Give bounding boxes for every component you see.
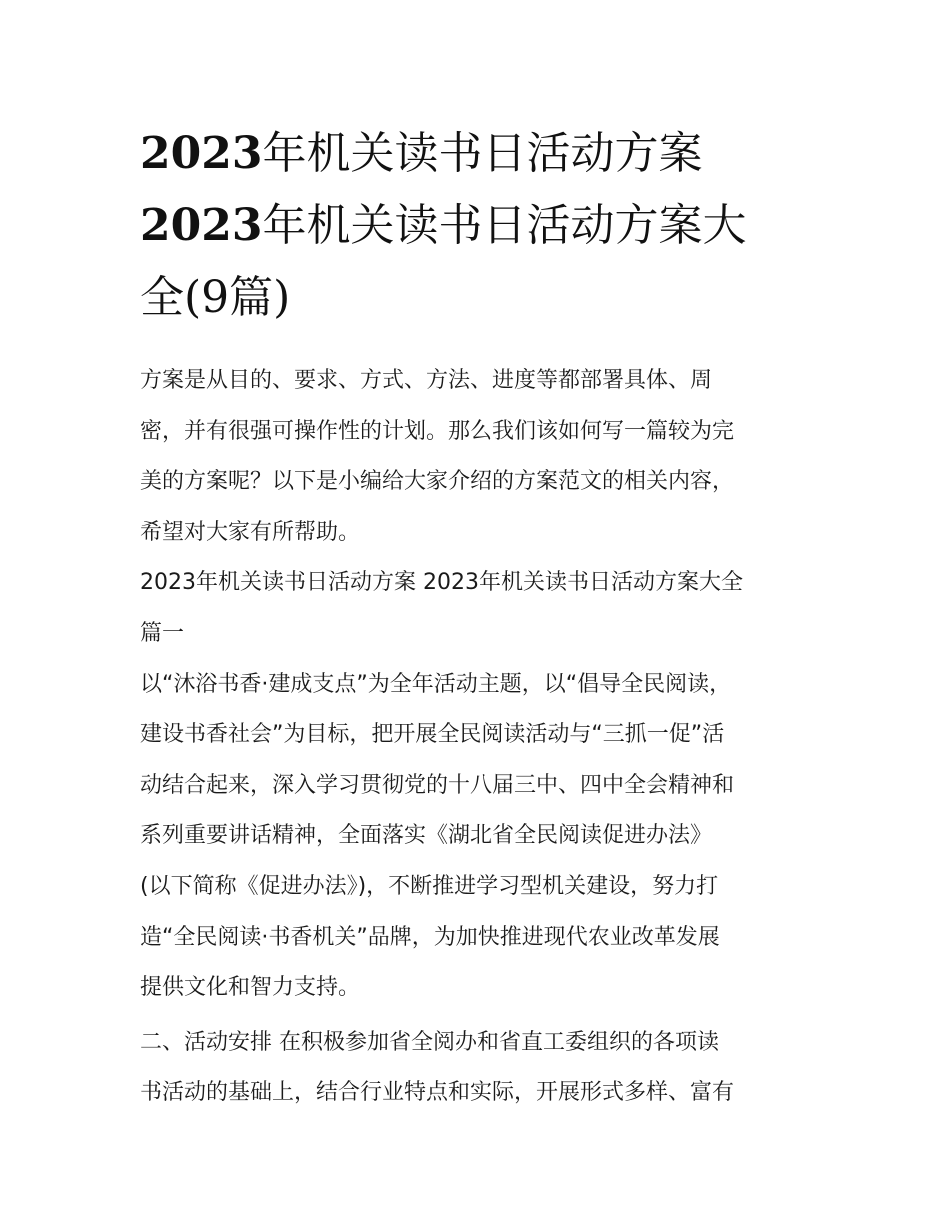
text-line: 提供文化和智力支持。	[140, 975, 361, 1001]
document-title	[140, 118, 830, 334]
text-line: 书活动的基础上，结合行业特点和实际，开展形式多样、富有	[140, 1080, 735, 1106]
activity-paragraph	[140, 1018, 840, 1119]
intro-paragraph	[140, 356, 840, 558]
title-line	[140, 190, 830, 262]
text-line: 美的方案呢？以下是小编给大家介绍的方案范文的相关内容，	[140, 469, 735, 495]
title-year: 2023	[140, 128, 263, 179]
title-text: 年机关读书日活动方案大	[262, 200, 747, 251]
title-line	[140, 262, 830, 334]
text-line: 篇一	[140, 620, 185, 646]
text-line: 密，并有很强可操作性的计划。那么我们该如何写一篇较为完	[140, 418, 735, 444]
text-line: 建设书香社会”为目标，把开展全民阅读活动与“三抓一促”活	[140, 722, 725, 748]
text-line: 方案是从目的、要求、方式、方法、进度等都部署具体、周	[140, 368, 713, 393]
title-year: 2023	[140, 200, 263, 251]
text-line: (以下简称《促进办法》)，不断推进学习型机关建设，努力打	[140, 873, 719, 899]
text-line: 动结合起来，深入学习贯彻党的十八届三中、四中全会精神和	[140, 772, 735, 798]
theme-paragraph	[140, 660, 840, 1014]
text-line: 希望对大家有所帮助。	[140, 519, 361, 545]
title-line	[140, 118, 830, 190]
text-line: 系列重要讲话精神，全面落实《湖北省全民阅读促进办法》	[140, 823, 713, 849]
section-heading	[140, 558, 840, 659]
text-line: 造“全民阅读·书香机关”品牌，为加快推进现代农业改革发展	[140, 924, 720, 950]
text-line: 二、活动安排 在积极参加省全阅办和省直工委组织的各项读	[140, 1029, 719, 1055]
title-text: 全(9篇)	[140, 272, 291, 323]
text-line: 2023年机关读书日活动方案 2023年机关读书日活动方案大全	[140, 570, 743, 596]
document-body	[140, 356, 840, 1119]
title-text: 年机关读书日活动方案	[262, 128, 703, 179]
text-line: 以“沐浴书香·建成支点”为全年活动主题，以“倡导全民阅读，	[140, 671, 732, 697]
